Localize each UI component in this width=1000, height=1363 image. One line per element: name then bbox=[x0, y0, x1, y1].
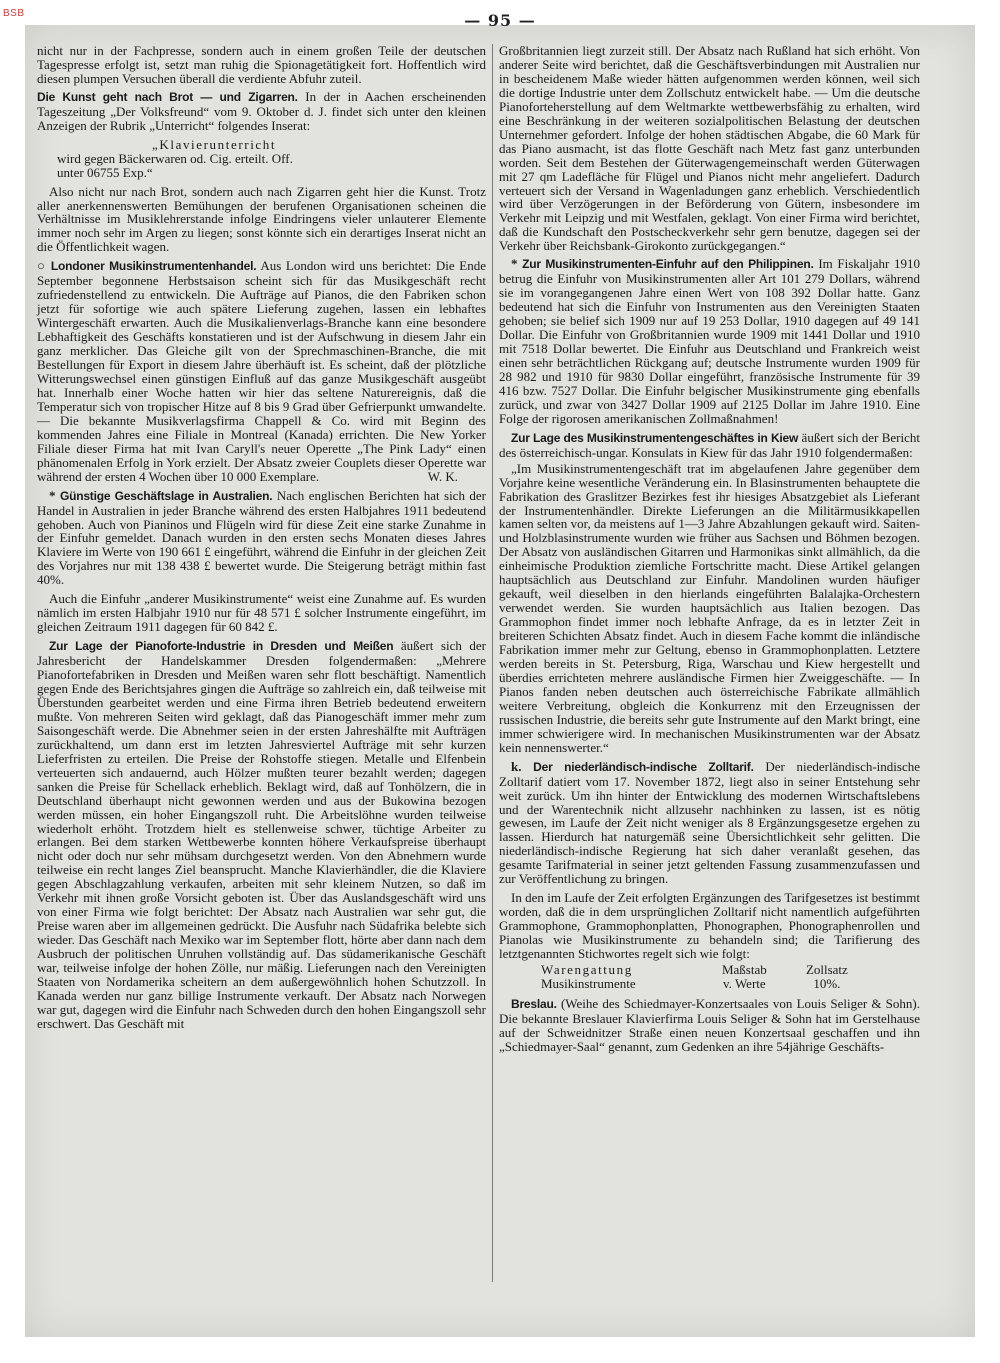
article-heading: Londoner Musikinstrumentenhandel. bbox=[50, 259, 257, 274]
right-column bbox=[499, 44, 920, 1059]
quote-line: unter 06755 Exp.“ bbox=[57, 164, 153, 180]
article-body: Aus London wird uns berichtet: Die Ende September begonnene Herbstsaison scheint sich für das Musikgeschäft recht zufriedenstellend zu entwickeln. Die Aufträge auf Pianos, die den Fabriken schon jetzt für sofortige wie auch spätere Lieferung zugehen, lassen ein lebhaftes Wintergeschäft erwarten. Auch die Musikalienverlags-Branche kann eine besondere Lebhaftigkeit des Geschäfts konstatieren und ist der Aufschwung in diesem Jahr ein ganz merklicher. Das Gleiche gilt von der Sprechmaschinen-Branche, die mit Bestellungen für Export in diesem Jahre überhäuft ist. Es scheint, daß der plötzliche Witterungswechsel einen günstigen Einfluß auf das ganze Musikgeschäft ausgeübt hat. Innerhalb einer Woche hatten wir hier das seltene Naturereignis, daß die Temperatur sich von tropischer Hitze auf 8 bis 9 Grad über Gefrierpunkt umwandelte. — Die bekannte Musikverlagsfirma Chappell & Co. wird mit Beginn des kommenden Jahres eine Filiale in Montreal (Kanada) errichten. Die New Yorker Filiale dieser Firma hat mit Ivan Caryll's neuer Operette „The Pink Lady“ einen phänomenalen Erfolg in York erzielt. Der Absatz zweier Couplets dieser Operette war während der ersten 4 Wochen über 10 000 Exemplare. bbox=[37, 258, 486, 484]
table-cell: v. Werte bbox=[723, 976, 766, 991]
table-cell: 10%. bbox=[813, 976, 841, 991]
article-body: In der in Aachen erscheinenden Tageszeitung „Der Volksfreund“ vom 9. Oktober d. J. findet sich unter den kleinen Anzeigen der Rubrik „Unterricht“ folgendes Inserat: bbox=[37, 88, 486, 133]
table-header-cell: Zollsatz bbox=[805, 962, 848, 977]
article-kiew bbox=[499, 431, 920, 460]
quote-line: „Klavierunterricht bbox=[152, 136, 277, 152]
article-body: „Im Musikinstrumentengeschäft trat im abgelaufenen Jahre gegenüber dem Vorjahre keine wesentliche Veränderung ein. In Blasinstrumenten behauptete die Fabrikation des Graslitzer Bezirkes fest ihr hiesiges Absatzgebiet als Lieferant der Instrumentenhändler. Direkte Lieferungen an die Militärmusikkapellen kamen selten vor, da meistens auf 1—3 Jahre Abzahlungen gekauft wird. Saiten- und Holzblasinstrumente wurden wie früher aus Sachsen und Böhmen bezogen. Der Absatz von ausländischen Gitarren und Harmonikas sinkt allmählich, da die einheimische Produktion ziemliche Fortschritte macht. Diese Artikel gelangen hauptsächlich aus Deutschland zur Einfuhr. Mandolinen wurden häufiger gekauft, weil dieselben in den hierlands eingeführten Balalajka-Orchestern verwendet werden. Sie wurden hauptsächlich aus Italien bezogen. Das Grammophon findet immer noch lebhafte Anfrage, da es in letzter Zeit in breiteren Schichten Absatz findet. Auch in diesem Fache kommt die inländische Fabrikation immer mehr zur Geltung, ebenso in Grammophonplatten. Letztere werden bereits in St. Petersburg, Riga, Warschau und Kiew hergestellt und überdies errichteten mehrere ausländische Firmen hier Zweiggeschäfte. — In Pianos fanden neben deutschen auch österreichische Fabrikate allmählich weitere Verbreitung, obgleich die Konkurrenz mit den Erzeugnissen der russischen Industrie, die bereits sehr gute Instrumente auf den Markt bringt, eine immer schwierigere wird. In mechanischen Musikinstrumenten war der Absatz kein nennenswerter.“ bbox=[499, 460, 920, 755]
table-header-row bbox=[537, 963, 867, 977]
table-row bbox=[537, 977, 867, 991]
article-heading: Zur Lage des Musikinstrumentengeschäftes in Kiew bbox=[511, 430, 799, 445]
article-body: Im Fiskaljahr 1910 betrug die Einfuhr von Musikinstrumenten aller Art 101 279 Dollars, während sie im vorangegangenen Jahre einen Wert von 108 392 Dollar hatte. Ganz bedeutend hat sich die Einfuhr von Instrumenten aus den Vereinigten Staaten gehoben; sie belief sich 1909 nur auf 19 253 Dollar, 1910 dagegen auf 49 141 Dollar. Die Einfuhr von Großbritannien wurde 1909 mit 1441 Dollar und 1910 mit 7518 Dollar bewertet. Die Einfuhr aus Deutschland und Frankreich weist einen sehr beträchtlichen Rückgang auf; deutsche Instrumente wurden 1909 für 28 982 und 1910 für 9830 Dollar eingeführt, französische Instrumente für 39 416 bzw. 7527 Dollar. Die Einfuhr belgischer Musikinstrumente ging ebenfalls zurück, und zwar von 3427 Dollar 1909 auf 2125 Dollar im Jahre 1910. Eine Folge der rigorosen amerikanischen Zollmaßnahmen! bbox=[499, 256, 921, 426]
advertisement-quote bbox=[37, 138, 486, 180]
article-signature: W. K. bbox=[427, 468, 458, 484]
section-marker-icon: * bbox=[511, 256, 518, 272]
article-body: Also nicht nur nach Brot, sondern auch nach Zigarren geht hier die Kunst. Trotz aller anerkennenswerten Bemühungen der berufenen Organisationen scheinen die Verhältnisse im Musiklehrerstande infolge Eindringens vieler unlauterer Elemente immer noch sehr im Argen zu liegen; sonst könnte sich ein derartiges Inserat nicht an die Öffentlichkeit wagen. bbox=[37, 183, 486, 255]
section-marker-icon: * bbox=[49, 487, 56, 503]
article-heading: Die Kunst geht nach Brot — und Zigarren. bbox=[37, 89, 298, 104]
article-body: In den im Laufe der Zeit erfolgten Ergänzungen des Tarifgesetzes ist bestimmt worden, daß die in dem ursprünglichen Zolltarif nicht namentlich aufgeführten Grammophone, Grammophonplatten, Phonographen, Phonographenrollen und Pianolas wie Musikinstrumente zu behandeln sind; die Tarifierung des letztgenannten Stichwortes regelt sich wie folgt: bbox=[499, 890, 920, 962]
article-kunst-brot bbox=[37, 90, 486, 133]
article-heading: Zur Musikinstrumenten-Einfuhr auf den Philippinen. bbox=[522, 257, 814, 272]
section-marker-icon: ○ bbox=[37, 258, 47, 274]
article-heading: Breslau. bbox=[511, 997, 557, 1011]
quote-line: wird gegen Bäckerwaren od. Cig. erteilt. Off. bbox=[57, 150, 293, 166]
column-divider bbox=[492, 44, 493, 1282]
article-body: (Weihe des Schiedmayer-Konzertsaales von Louis Seliger & Sohn). Die bekannte Breslauer Klavierfirma Louis Seliger & Sohn hat im Gerstelhause auf der Schweidnitzer Straße einen neuen Konzertsaal geschaffen und ihn „Schiedmayer-Saal“ genannt, zum Gedenken an ihre 54jährige Geschäfts- bbox=[499, 996, 920, 1054]
article-heading: Zur Lage der Pianoforte-Industrie in Dresden und Meißen bbox=[49, 639, 394, 654]
table-header-cell: Warengattung bbox=[541, 962, 633, 977]
article-body: äußert sich der Jahresbericht der Handelskammer Dresden folgendermaßen: „Mehrere Pianofortefabriken in Dresden und Meißen waren sehr flott beschäftigt. Namentlich gegen Ende des Berichtsjahres gingen die Aufträge so zahlreich ein, daß teilweise mit Überstunden gearbeitet werden und eine Firma ihren Betrieb bedeutend erweitern mußte. Von mehreren Seiten wird geklagt, daß das Pianogeschäft immer mehr zum Saisongeschäft werde. Die Abnehmer seien in der ersten Jahreshälfte mit Aufträgen zurückhaltend, um dann erst im letzten Jahresviertel Aufträge mit sehr kurzen Lieferfristen zu erteilen. Die Preise der Rohstoffe stiegen. Metalle und Elfenbein verteuerten sich andauernd, auch Hölzer mußten teurer bezahlt werden; dagegen sanken die Preise für Schellack erheblich. Beklagt wird, daß auf Tonhölzern, die in Deutschland überhaupt nicht gewonnen werden und aus der Bukowina bezogen werden müssen, ein hoher Eingangszoll ruht. Die Arbeitslöhne wurden teilweise wiederholt erhöht. Trotzdem hielt es stellenweise schwer, tüchtige Arbeiter zu erlangen. Bei dem starken Wettbewerbe konnten höhere Verkaufspreise überhaupt nicht oder doch nur sehr mühsam durchgesetzt werden. Von den Abnehmern wurde teilweise ein recht langes Ziel beansprucht. Manche Klavierhändler, die die Klaviere gegen Abschlagzahlung verkaufen, arbeiten mit sehr kleinem Nutzen, so daß im Verkehr mit ihnen große Vorsicht geboten ist. Über das Auslandsgeschäft wird uns von einer Firma wie folgt berichtet: Der Absatz nach Australien war sehr gut, die Preise waren aber im allgemeinen gedrückt. Die Ausfuhr nach Südafrika belebte sich wieder. Das Geschäft nach Mexiko war im September flott, hörte aber dann nach dem Ausbruch der politischen Unruhen vollständig auf. Das südamerikanische Geschäft war, teilweise infolge der hohen Zölle, nur mäßig. Lieferungen nach den Vereinigten Staaten von Nordamerika scheitern an dem außergewöhnlich hohen Schutzzoll. In Kanada werden nur ganz billige Instrumente verkauft. Der Absatz nach Norwegen war gut, dagegen wird die Einfuhr nach Schweden durch den hohen Eingangszoll sehr erschwert. Das Geschäft mit bbox=[37, 638, 486, 1031]
article-body: äußert sich der Bericht des österreichisch-ungar. Konsulats in Kiew für das Jahr 1910 folgendermaßen: bbox=[499, 429, 920, 460]
article-continuation: nicht nur in der Fachpresse, sondern auch in einem großen Teile der deutschen Tagespresse erfolgt ist, setzt man ruhig die Spionagetätigkeit fort. Hoffentlich wird diesen plumpen Versuchen überall die verdiente Abfuhr zuteil. bbox=[37, 43, 486, 86]
article-zolltarif bbox=[499, 760, 920, 887]
section-marker-icon: k. bbox=[511, 758, 522, 774]
left-column bbox=[37, 44, 486, 1036]
tariff-table bbox=[537, 963, 867, 991]
article-heading: Der niederländisch-indische Zolltarif. bbox=[533, 759, 754, 774]
table-cell: Musikinstrumente bbox=[541, 976, 636, 991]
article-body: Der niederländisch-indische Zolltarif datiert vom 17. November 1872, liegt also in seiner Entstehung sehr weit zurück. Um ihn hinter der Entwicklung des modernen Wirtschaftslebens und der Warentechnik nicht allzusehr nachhinken zu lassen, ist es nötig gewesen, im Laufe der Zeit nicht weniger als 8 Ergänzungsgesetze ergehen zu lassen. Hierdurch hat naturgemäß seine Übersichtlichkeit sehr gelitten. Die niederländisch-indische Regierung hat sich daher veranlaßt gesehen, das gesamte Tarifmaterial in seiner jetzt geltenden Fassung zusammenzufassen und zur Veröffentlichung zu bringen. bbox=[499, 758, 920, 887]
article-continuation: Großbritannien liegt zurzeit still. Der Absatz nach Rußland hat sich erhöht. Von anderer Seite wird berichtet, daß die Geschäftsverbindungen mit Australien nur in bescheidenem Maße wieder hätten aufgenommen werden können, weil sich die dortige Industrie unter dem Zollschutz entwickelt habe. — Um die deutsche Pianoforteherstellung auf dem Weltmarkte wettbewerbsfähig zu erhalten, wird eine Beschränkung in der weiteren sozialpolitischen Belastung der deutschen Unternehmer gefordert. Infolge der hohen städtischen Abgabe, die 60 Mark für das Piano ausmacht, ist das flotte Geschäft nach Metz fast ganz unterbunden worden. Seit dem Bestehen der Güterwagengemeinschaft werden Güterwagen mit 27 qm Ladefläche für Flügel und Pianos nicht mehr angeliefert. Dadurch verteuert sich der Versand in Wagenladungen ganz erheblich. Verschiedentlich wird über Verzögerungen in der Beförderung von Gütern, insbesondere im Verkehr mit Leipzig und mit Westfalen, geklagt. Von einer Firma wird berichtet, daß die Kundschaft den Postscheckverkehr sehr gern benutze, dagegen sei der Verkehr über Reichsbank-Girokonto zurückgegangen.“ bbox=[499, 43, 920, 254]
page-number: — 95 — bbox=[464, 11, 536, 30]
article-body: Nach englischen Berichten hat sich der Handel in Australien in jeder Branche während des ersten Halbjahres 1911 bedeutend gehoben. Auch von Pianinos und Flügeln wird für diese Zeit eine starke Zunahme in der Einfuhr gemeldet. Danach wurden in den ersten sechs Monaten dieses Jahres Klaviere im Werte von 190 661 £ eingeführt, während die Einfuhr in der gleichen Zeit des Vorjahres nur mit 138 438 £ bewertet wurde. Die Steigerung beträgt mithin fast 40%. bbox=[37, 487, 486, 588]
article-heading: Günstige Geschäftslage in Australien. bbox=[59, 488, 273, 503]
article-philippinen bbox=[499, 257, 920, 425]
article-australien bbox=[37, 489, 486, 588]
library-stamp: BSB bbox=[3, 8, 25, 19]
table-header-cell: Maßstab bbox=[721, 962, 767, 977]
article-body: Auch die Einfuhr „anderer Musikinstrumente“ weist eine Zunahme auf. Es wurden nämlich im ersten Halbjahr 1910 nur für 48 571 £ solcher Instrumente eingeführt, im gleichen Zeitraum 1911 dagegen für 60 842 £. bbox=[37, 591, 486, 635]
article-dresden bbox=[37, 639, 486, 1031]
article-london bbox=[37, 259, 486, 483]
article-breslau bbox=[499, 997, 920, 1054]
